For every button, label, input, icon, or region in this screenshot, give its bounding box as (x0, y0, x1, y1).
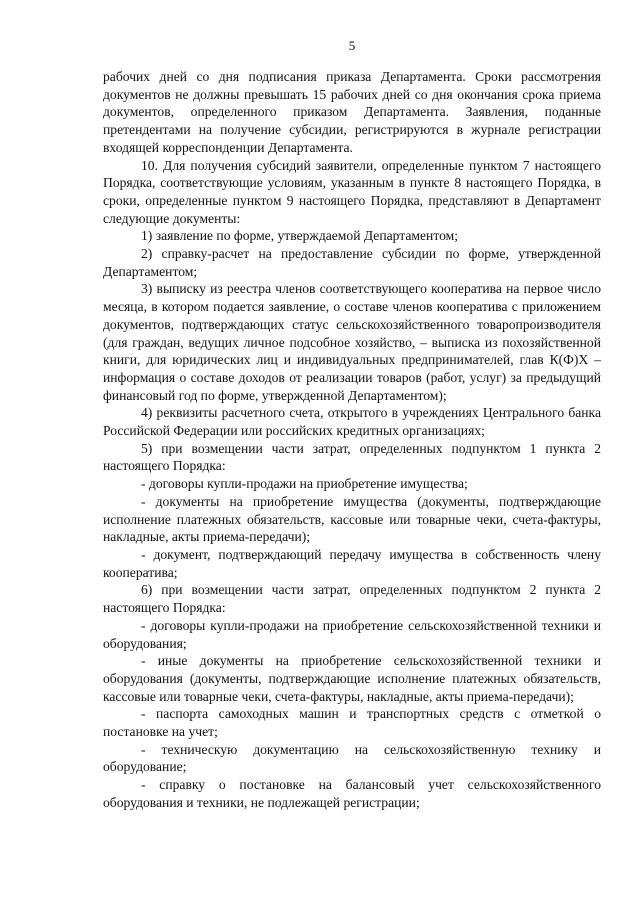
paragraph: 10. Для получения субсидий заявители, определенные пунктом 7 настоящего Порядка, соответствующие условиям, указанным в пункте 8 настоящего Порядка, в сроки, определенные пунктом 9 настоящего Порядка, представляют в Департамент следующие документы: (103, 157, 601, 226)
paragraph: - справку о постановке на балансовый учет сельскохозяйственного оборудования и техники, не подлежащей регистрации; (103, 777, 601, 810)
paragraph: 1) заявление по форме, утверждаемой Департаментом; (141, 228, 458, 244)
paragraph: - техническую документацию на сельскохозяйственную технику и оборудование; (103, 741, 601, 775)
paragraph: 4) реквизиты расчетного счета, открытого в учреждениях Центрального банка Российской Федерации или российских кредитных организациях; (103, 405, 601, 439)
document-body (103, 68, 601, 812)
paragraph: - договоры купли-продажи на приобретение сельскохозяйственной техники и оборудования; (103, 617, 601, 651)
paragraph: 3) выписку из реестра членов соответствующего кооператива на первое число месяца, в котором подается заявление, о составе членов кооператива с приложением документов, подтверждающих статус сельскохозяйственного товаропроизводителя (для граждан, ведущих личное подсобное хозяйство, – выписка из похозяйственной книги, для юридических лиц и индивидуальных предпринимателей, глав К(Ф)Х – информация о составе доходов от реализации товаров (работ, услуг) за предыдущий финансовый год по форме, утвержденной Департаментом); (103, 281, 601, 403)
paragraph: - документ, подтверждающий передачу имущества в собственность члену кооператива; (103, 546, 601, 580)
paragraph: 5) при возмещении части затрат, определенных подпунктом 1 пункта 2 настоящего Порядка: (103, 440, 601, 474)
paragraph: рабочих дней со дня подписания приказа Департамента. Сроки рассмотрения документов не должны превышать 15 рабочих дней со дня окончания срока приема документов, определенного приказом Департамента. Заявления, поданные претендентами на получение субсидии, регистрируются в журнале регистрации входящей корреспонденции Департамента. (103, 69, 601, 155)
paragraph: - иные документы на приобретение сельскохозяйственной техники и оборудования (документы, подтверждающие исполнение платежных обязательств, кассовые или товарные чеки, счета-фактуры, накладные, акты приема-передачи); (103, 653, 601, 704)
paragraph: - паспорта самоходных машин и транспортных средств с отметкой о постановке на учет; (103, 706, 601, 740)
paragraph: - документы на приобретение имущества (документы, подтверждающие исполнение платежных обязательств, кассовые или товарные чеки, счета-фактуры, накладные, акты приема-передачи); (103, 493, 601, 545)
paragraph: 6) при возмещении части затрат, определенных подпунктом 2 пункта 2 настоящего Порядка: (103, 582, 601, 616)
page-number: 5 (348, 38, 356, 53)
paragraph: - договоры купли-продажи на приобретение имущества; (141, 476, 468, 492)
paragraph: 2) справку-расчет на предоставление субсидии по форме, утвержденной Департаментом; (103, 246, 601, 279)
